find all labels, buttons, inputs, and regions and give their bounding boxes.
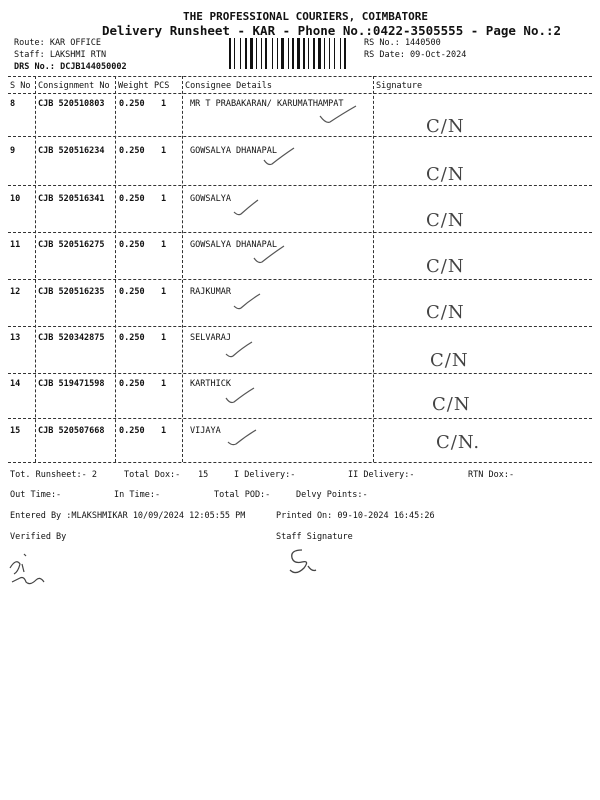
i-delivery: I Delivery:- [234, 470, 296, 480]
col-header-consignment: Consignment No [38, 81, 110, 91]
row-pcs: 1 [161, 99, 167, 109]
row-consignee: SELVARAJ [190, 333, 231, 343]
row-sno: 15 [10, 426, 21, 436]
row-signature: C/N [426, 302, 465, 323]
row-sno: 9 [10, 146, 16, 156]
col-header-pcs: PCS [154, 81, 170, 91]
row-sno: 14 [10, 379, 21, 389]
staff-signature-image [282, 544, 324, 580]
printed-on: Printed On: 09-10-2024 16:45:26 [276, 511, 435, 521]
col-header-weight: Weight [118, 81, 149, 91]
delivery-tick-mark [252, 244, 288, 266]
total-pod: Total POD:- [214, 490, 271, 500]
verified-by-label: Verified By [10, 532, 67, 542]
row-consignee: KARTHICK [190, 379, 231, 389]
barcode-image [229, 38, 359, 69]
row-sno: 12 [10, 287, 21, 297]
column-divider [373, 76, 374, 462]
row-weight: 0.250 [119, 146, 145, 156]
drs-value: DCJB144050002 [60, 62, 127, 72]
row-sno: 11 [10, 240, 21, 250]
row-sno: 10 [10, 194, 21, 204]
row-consignee: GOWSALYA [190, 194, 231, 204]
row-weight: 0.250 [119, 333, 145, 343]
row-consignment-no: CJB 520342875 [38, 333, 105, 343]
row-consignee: RAJKUMAR [190, 287, 231, 297]
row-signature: C/N [426, 164, 465, 185]
row-sno: 13 [10, 333, 21, 343]
col-header-consignee: Consignee Details [185, 81, 272, 91]
row-weight: 0.250 [119, 194, 145, 204]
column-divider [182, 76, 183, 462]
row-consignment-no: CJB 520516234 [38, 146, 105, 156]
company-name: THE PROFESSIONAL COURIERS, COIMBATORE [183, 10, 429, 23]
row-signature: C/N [430, 350, 469, 371]
row-consignee: GOWSALYA DHANAPAL [190, 146, 277, 156]
tot-runsheet: Tot. Runsheet:- 2 [10, 470, 97, 480]
ii-delivery: II Delivery:- [348, 470, 415, 480]
total-dox-label: Total Dox:- [124, 470, 181, 480]
col-header-sno: S No [10, 81, 31, 91]
staff-signature-label: Staff Signature [276, 532, 353, 542]
row-sno: 8 [10, 99, 16, 109]
row-signature: C/N [426, 210, 465, 231]
row-consignment-no: CJB 519471598 [38, 379, 105, 389]
row-consignee: MR T PRABAKARAN/ KARUMATHAMPAT [190, 99, 344, 109]
runsheet-title: Delivery Runsheet - KAR - Phone No.:0422-3505555 - Page No.:2 [102, 23, 562, 38]
row-divider [8, 136, 592, 137]
delivery-tick-mark [224, 340, 256, 362]
row-pcs: 1 [161, 194, 167, 204]
row-divider [8, 232, 592, 233]
delvy-points: Delvy Points:- [296, 490, 368, 500]
row-consignment-no: CJB 520510803 [38, 99, 105, 109]
out-time: Out Time:- [10, 490, 62, 500]
total-dox-value: 15 [198, 470, 209, 480]
row-divider [8, 373, 592, 374]
row-divider [8, 418, 592, 419]
row-consignee: VIJAYA [190, 426, 221, 436]
row-divider [8, 185, 592, 186]
rs-date: RS Date: 09-Oct-2024 [364, 50, 467, 60]
row-pcs: 1 [161, 240, 167, 250]
row-pcs: 1 [161, 287, 167, 297]
row-pcs: 1 [161, 426, 167, 436]
row-weight: 0.250 [119, 379, 145, 389]
delivery-tick-mark [318, 104, 358, 128]
row-consignment-no: CJB 520516235 [38, 287, 105, 297]
row-weight: 0.250 [119, 99, 145, 109]
row-divider [8, 326, 592, 327]
table-bottom-divider [8, 462, 592, 463]
verified-by-signature-image [6, 546, 54, 590]
entered-by: Entered By :MLAKSHMIKAR 10/09/2024 12:05:55 PM [10, 511, 246, 521]
table-header-divider [8, 93, 592, 94]
staff-label: Staff: LAKSHMI RTN [14, 50, 107, 60]
table-top-divider [8, 76, 592, 77]
row-pcs: 1 [161, 379, 167, 389]
row-consignment-no: CJB 520507668 [38, 426, 105, 436]
row-signature: C/N [426, 256, 465, 277]
in-time: In Time:- [114, 490, 161, 500]
delivery-tick-mark [226, 428, 260, 450]
row-weight: 0.250 [119, 240, 145, 250]
row-signature: C/N [432, 394, 471, 415]
drs-label: DRS No.: [14, 62, 55, 72]
row-pcs: 1 [161, 146, 167, 156]
column-divider [115, 76, 116, 462]
rs-number: RS No.: 1440500 [364, 38, 441, 48]
row-consignment-no: CJB 520516341 [38, 194, 105, 204]
row-consignment-no: CJB 520516275 [38, 240, 105, 250]
column-divider [35, 76, 36, 462]
rtn-dox: RTN Dox:- [468, 470, 515, 480]
row-signature: C/N [426, 116, 465, 137]
delivery-tick-mark [232, 292, 264, 314]
delivery-tick-mark [232, 198, 262, 220]
row-signature: C/N. [436, 432, 481, 453]
row-pcs: 1 [161, 333, 167, 343]
delivery-tick-mark [262, 146, 298, 170]
route-label: Route: KAR OFFICE [14, 38, 101, 48]
drs-number [14, 62, 127, 72]
delivery-tick-mark [224, 386, 258, 408]
row-divider [8, 279, 592, 280]
row-weight: 0.250 [119, 287, 145, 297]
row-consignee: GOWSALYA DHANAPAL [190, 240, 277, 250]
row-weight: 0.250 [119, 426, 145, 436]
col-header-signature: Signature [376, 81, 423, 91]
